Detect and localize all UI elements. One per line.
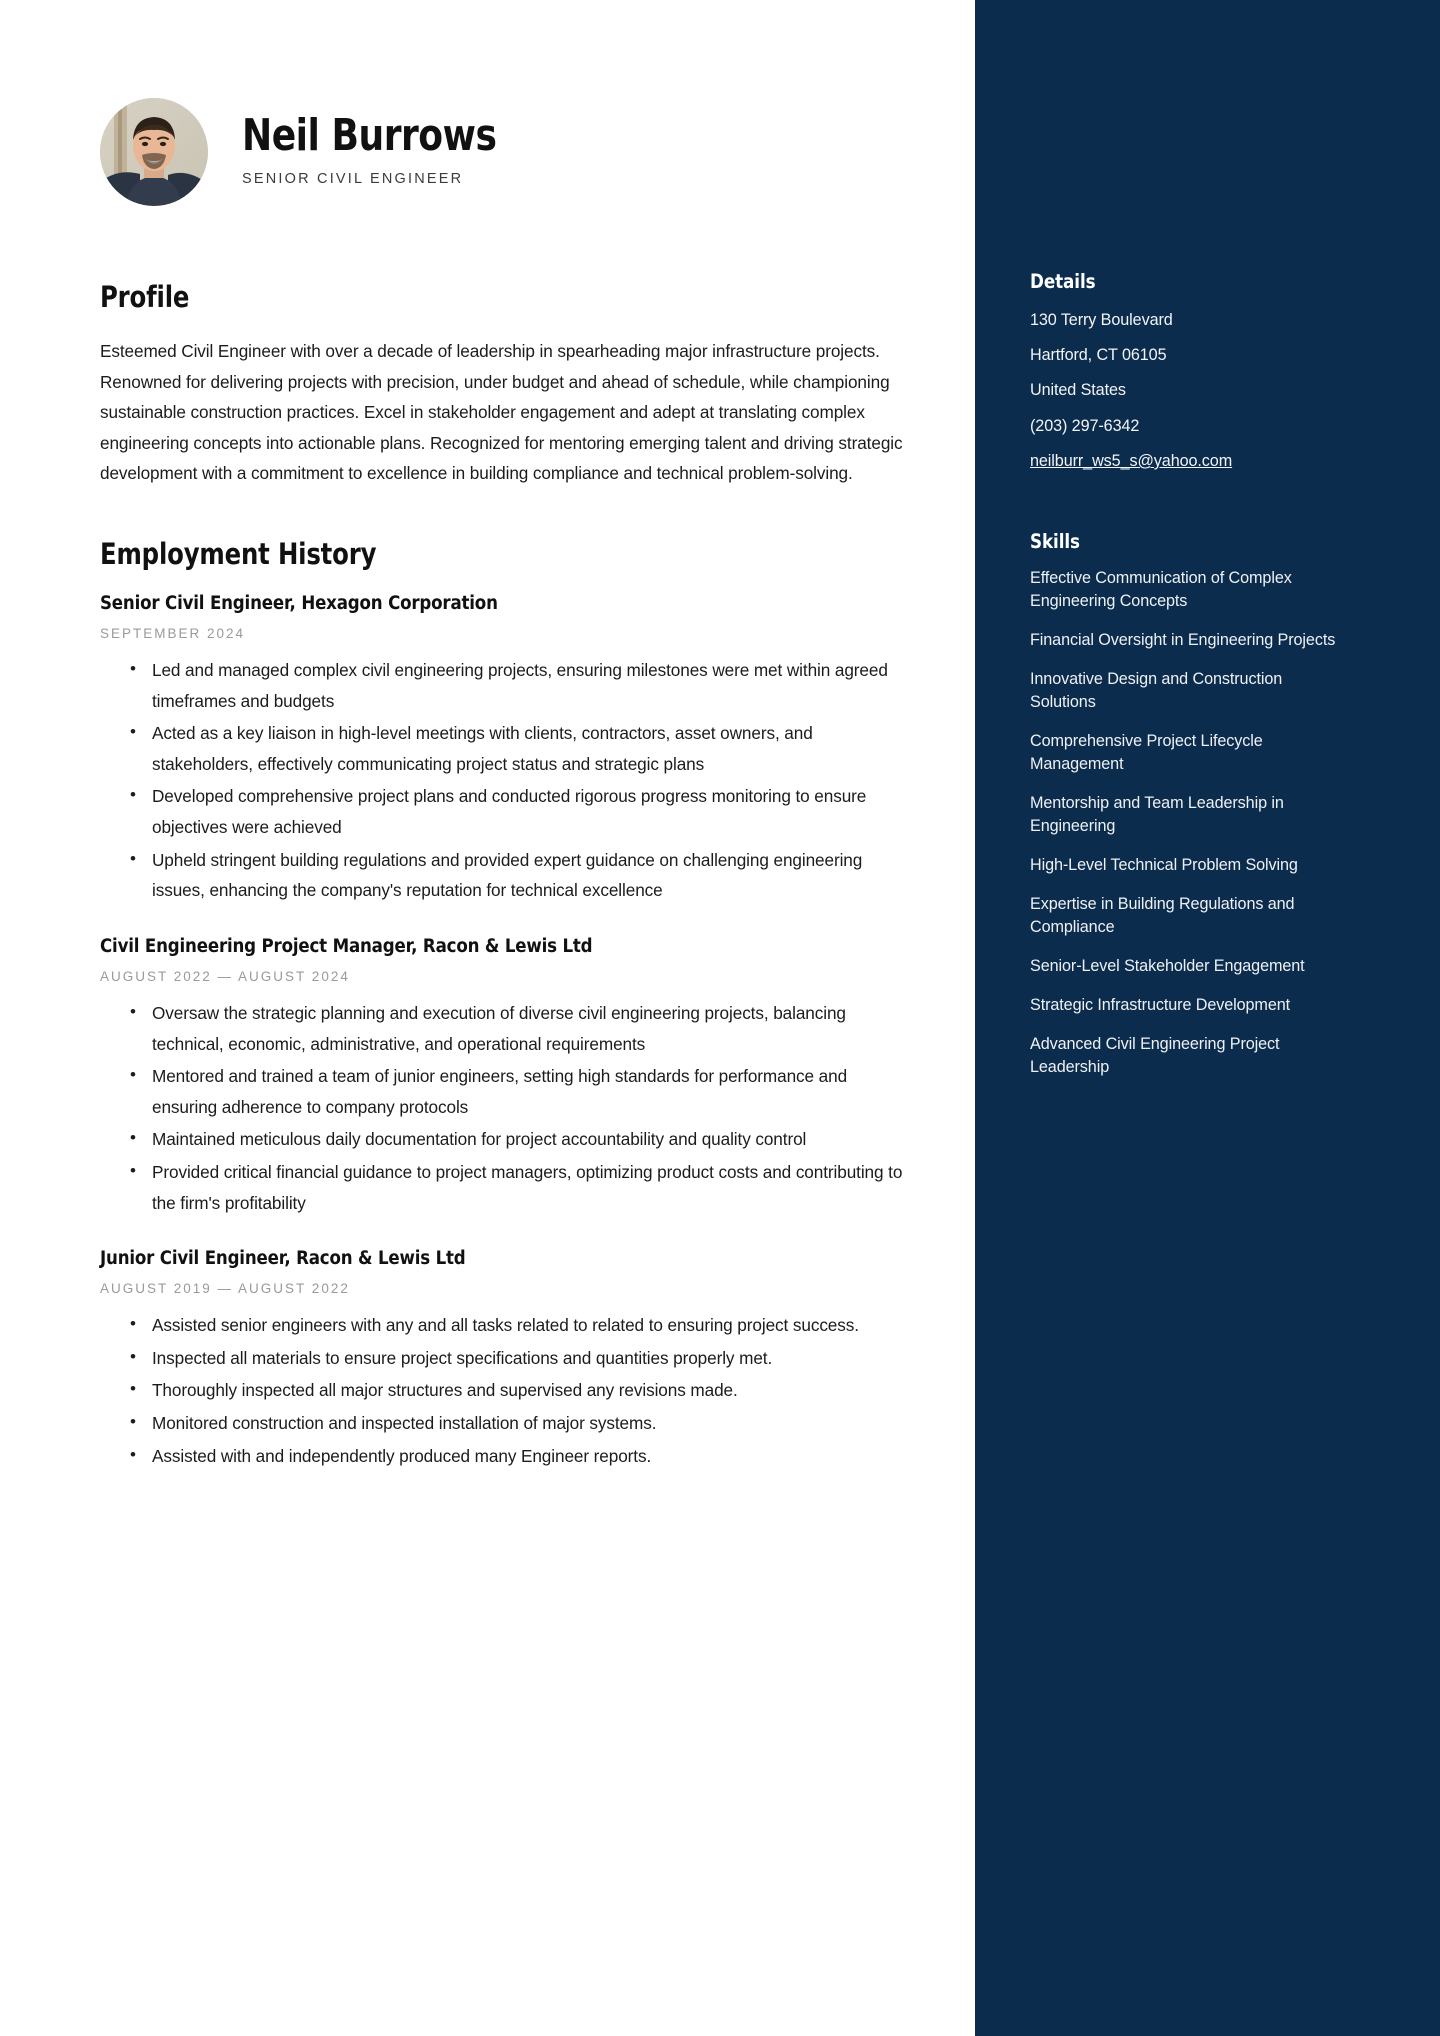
country: United States: [1030, 381, 1126, 400]
list-item: • Oversaw the strategic planning and execution of diverse civil engineering projects, balancing technical, economic, administrative, and operational requirements: [152, 998, 905, 1059]
list-item: Effective Communication of Complex Engineering Concepts: [1030, 569, 1292, 611]
list-item: • Thoroughly inspected all major structures and supervised any revisions made.: [152, 1375, 905, 1406]
profile-heading: Profile: [100, 280, 190, 314]
list-item: • Acted as a key liaison in high-level meetings with clients, contractors, asset owners, and stakeholders, effectively communicating project status and strategic plans: [152, 718, 905, 779]
employment-date: AUGUST 2022 — AUGUST 2024: [100, 968, 350, 984]
employment-date: AUGUST 2019 — AUGUST 2022: [100, 1281, 350, 1297]
list-item: Strategic Infrastructure Development: [1030, 996, 1291, 1015]
employment-entry: [100, 1248, 905, 1471]
list-item: High-Level Technical Problem Solving: [1030, 856, 1298, 875]
address-line-2: Hartford, CT 06105: [1030, 346, 1167, 365]
employment-section: [100, 537, 905, 1471]
employment-bullet-list: [100, 1310, 905, 1471]
employment-bullet-list: [100, 998, 905, 1218]
employment-entry: [100, 593, 905, 906]
name-block: [242, 109, 552, 191]
list-item: Financial Oversight in Engineering Projects: [1030, 631, 1336, 650]
employment-role: Civil Engineering Project Manager, Racon & Lewis Ltd: [100, 935, 593, 957]
list-item: • Led and managed complex civil engineering projects, ensuring milestones were met within agreed timeframes and budgets: [152, 655, 905, 716]
list-item: • Assisted with and independently produced many Engineer reports.: [152, 1441, 905, 1472]
list-item: Advanced Civil Engineering Project Leadership: [1030, 1035, 1280, 1077]
resume-header: [100, 98, 905, 206]
list-item: Mentorship and Team Leadership in Engineering: [1030, 794, 1284, 836]
phone-number: (203) 297-6342: [1030, 416, 1140, 435]
employment-role: Junior Civil Engineer, Racon & Lewis Ltd: [100, 1248, 466, 1270]
profile-section: [100, 280, 905, 489]
employment-bullet-list: [100, 655, 905, 906]
job-title-subtitle: SENIOR CIVIL ENGINEER: [242, 171, 464, 188]
page-title: Neil Burrows: [242, 109, 497, 161]
list-item: • Mentored and trained a team of junior engineers, setting high standards for performance and ensuring adherence to company protocols: [152, 1061, 905, 1122]
portrait-photo-icon: [100, 98, 208, 206]
skills-heading: Skills: [1030, 530, 1080, 554]
sidebar: [975, 0, 1440, 2036]
employment-role: Senior Civil Engineer, Hexagon Corporation: [100, 593, 498, 615]
address-line-1: 130 Terry Boulevard: [1030, 311, 1173, 329]
employment-date: SEPTEMBER 2024: [100, 626, 246, 642]
list-item: • Monitored construction and inspected installation of major systems.: [152, 1408, 905, 1439]
email-link[interactable]: neilburr_ws5_s@yahoo.com: [1030, 451, 1233, 470]
employment-heading: Employment History: [100, 537, 377, 572]
employment-entry: [100, 936, 905, 1218]
list-item: Innovative Design and Construction Solutions: [1030, 670, 1283, 712]
profile-paragraph: Esteemed Civil Engineer with over a decade of leadership in spearheading major infrastructure projects. Renowned for delivering projects with precision, under budget and ahead of schedule, while championing sustainable construction practices. Excel in stakeholder engagement and adept at translating complex engineering concepts into actionable plans. Recognized for mentoring emerging talent and driving strategic development with a commitment to excellence in building compliance and technical problem-solving.: [100, 341, 903, 484]
list-item: Senior-Level Stakeholder Engagement: [1030, 957, 1305, 976]
list-item: • Provided critical financial guidance to project managers, optimizing product costs and contributing to the firm's profitability: [152, 1157, 905, 1218]
list-item: Expertise in Building Regulations and Compliance: [1030, 895, 1295, 937]
list-item: • Maintained meticulous daily documentation for project accountability and quality control: [152, 1124, 905, 1155]
list-item: • Upheld stringent building regulations and provided expert guidance on challenging engineering issues, enhancing the company's reputation for technical excellence: [152, 845, 905, 906]
list-item: • Developed comprehensive project plans and conducted rigorous progress monitoring to ensure objectives were achieved: [152, 781, 905, 842]
skills-section: [1030, 530, 1380, 1079]
details-section: [1030, 270, 1380, 474]
avatar: [100, 98, 208, 206]
list-item: • Assisted senior engineers with any and all tasks related to related to ensuring project success.: [152, 1310, 905, 1341]
list-item: • Inspected all materials to ensure project specifications and quantities properly met.: [152, 1343, 905, 1374]
details-heading: Details: [1030, 270, 1096, 293]
list-item: Comprehensive Project Lifecycle Management: [1030, 732, 1263, 774]
